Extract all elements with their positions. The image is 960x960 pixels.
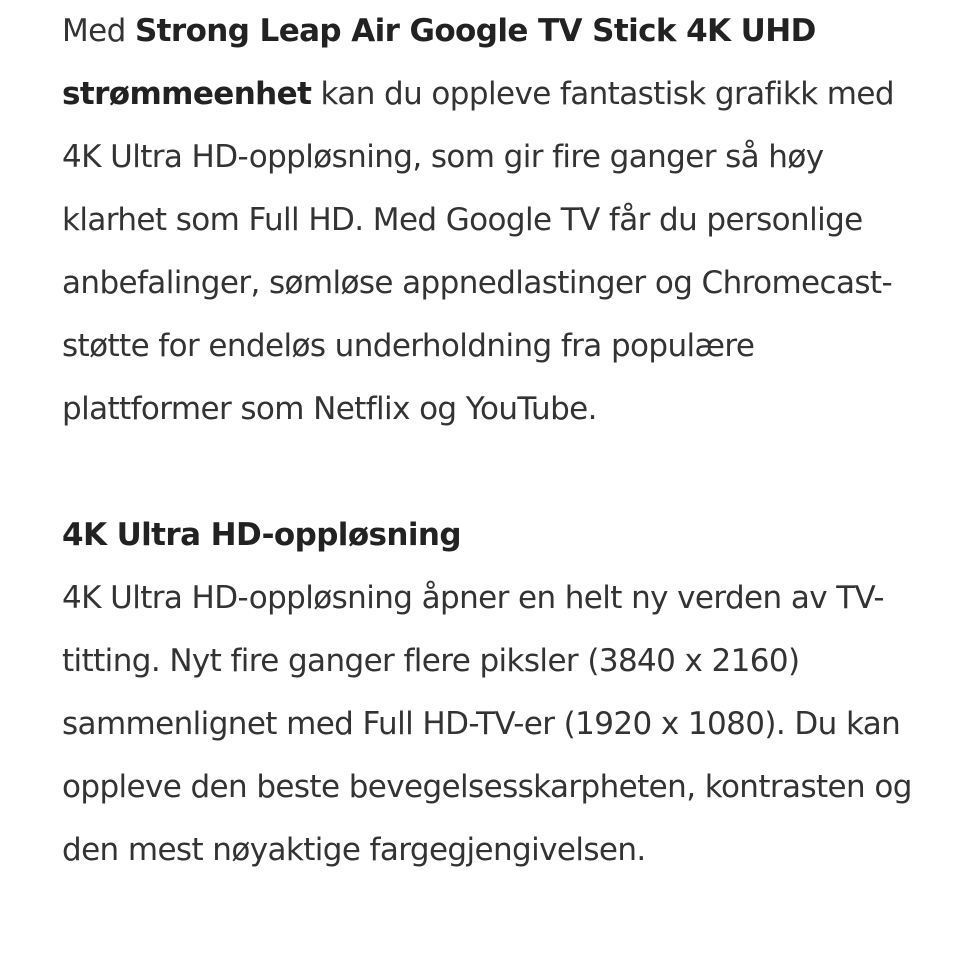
section-body: 4K Ultra HD-oppløsning åpner en helt ny verden av TV-titting. Nyt fire ganger flere piksler (3840 x 2160) sammenlignet med Full HD-TV-er (1920 x 1080). Du kan oppleve den beste bevegelsesskarpheten, kontrasten og den mest nøyaktige fargegjengivelsen. bbox=[62, 580, 912, 868]
intro-paragraph bbox=[62, 0, 932, 441]
paragraph-spacer bbox=[62, 441, 932, 504]
intro-text-before: Med bbox=[62, 13, 135, 49]
product-name: Strong Leap Air Google TV Stick 4K UHD strømmeenhet bbox=[62, 13, 816, 112]
intro-text-after: kan du oppleve fantastisk grafikk med 4K Ultra HD-oppløsning, som gir fire ganger så høy klarhet som Full HD. Med Google TV får du personlige anbefalinger, sømløse appnedlastinger og Chromecast-støtte for endeløs underholdning fra populære plattformer som Netflix og YouTube. bbox=[62, 76, 894, 427]
section-heading: 4K Ultra HD-oppløsning bbox=[62, 517, 461, 553]
product-description bbox=[62, 0, 932, 882]
